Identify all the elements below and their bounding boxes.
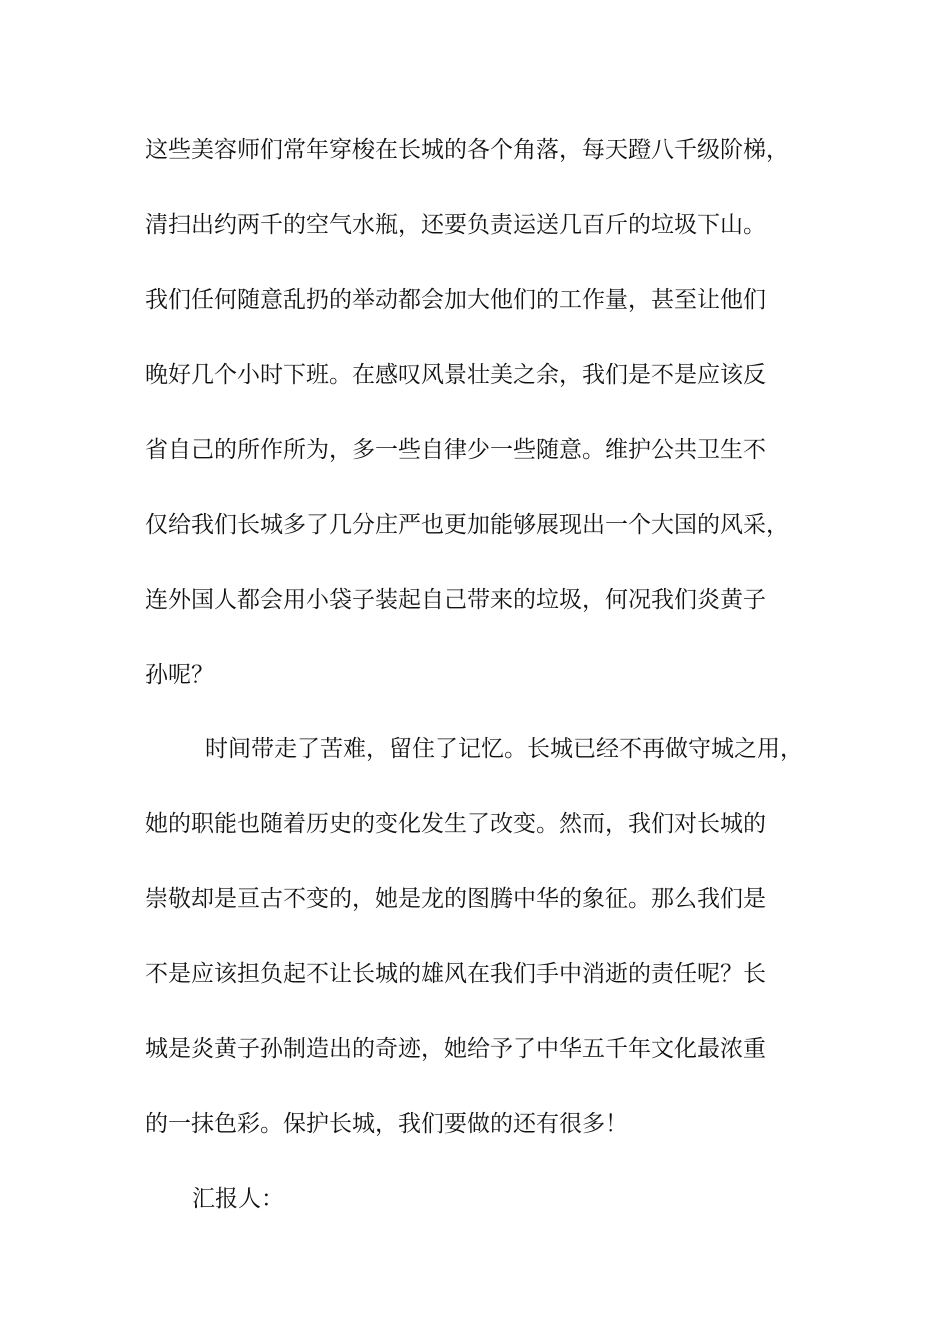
paragraph-line: 崇敬却是亘古不变的，她是龙的图腾中华的象征。那么我们是 <box>145 886 766 912</box>
paragraph-line: 我们任何随意乱扔的举动都会加大他们的工作量，甚至让他们 <box>145 287 766 313</box>
paragraph-line: 省自己的所作所为，多一些自律少一些随意。维护公共卫生不 <box>145 437 766 463</box>
reporter-signoff: 汇报人： <box>192 1186 284 1212</box>
paragraph-line: 的一抹色彩。保护长城，我们要做的还有很多！ <box>145 1111 628 1137</box>
paragraph-line: 城是炎黄子孙制造出的奇迹，她给予了中华五千年文化最浓重 <box>145 1036 766 1062</box>
paragraph-line: 孙呢？ <box>145 662 214 688</box>
paragraph-line: 不是应该担负起不让长城的雄风在我们手中消逝的责任呢？长 <box>145 961 766 987</box>
paragraph-line: 这些美容师们常年穿梭在长城的各个角落，每天蹬八千级阶梯， <box>145 137 789 163</box>
paragraph-line: 连外国人都会用小袋子装起自己带来的垃圾，何况我们炎黄子 <box>145 587 766 613</box>
paragraph-line: 她的职能也随着历史的变化发生了改变。然而，我们对长城的 <box>145 811 766 837</box>
paragraph-line: 清扫出约两千的空气水瓶，还要负责运送几百斤的垃圾下山。 <box>145 212 766 238</box>
paragraph-line: 仅给我们长城多了几分庄严也更加能够展现出一个大国的风采， <box>145 512 789 538</box>
paragraph-first-line: 时间带走了苦难，留住了记忆。长城已经不再做守城之用， <box>205 736 803 762</box>
paragraph-line: 晚好几个小时下班。在感叹风景壮美之余，我们是不是应该反 <box>145 362 766 388</box>
